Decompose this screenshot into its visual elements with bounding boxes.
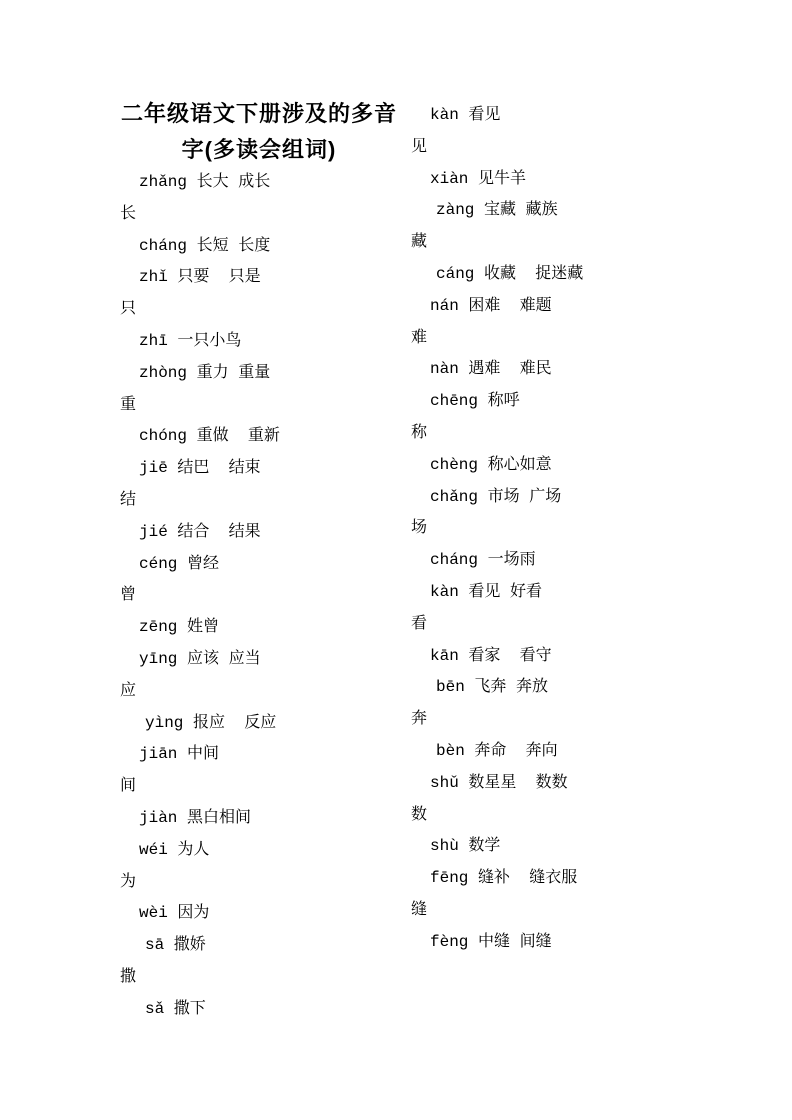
- document-title-line-1: 二年级语文下册涉及的多音: [120, 101, 397, 126]
- reading-line: nán 困难 难题: [430, 296, 552, 315]
- character-label: 缝: [411, 900, 428, 919]
- character-label: 曾: [120, 586, 137, 605]
- character-label: 长: [120, 204, 137, 223]
- character-label: 为: [120, 872, 137, 891]
- reading-line: fèng 中缝 间缝: [430, 932, 552, 951]
- reading-line: chóng 重做 重新: [139, 427, 280, 446]
- character-label: 见: [411, 137, 428, 156]
- left-column: [120, 96, 398, 1026]
- character-label: 间: [120, 777, 137, 796]
- reading-line: chèng 称心如意: [430, 455, 552, 474]
- reading-line: kàn 看见: [430, 106, 501, 124]
- reading-line: jié 结合 结果: [139, 522, 261, 541]
- reading-line: bèn 奔命 奔向: [436, 741, 558, 760]
- reading-line: wéi 为人: [139, 840, 210, 859]
- character-label: 场: [411, 519, 428, 538]
- reading-line: sā 撒娇: [145, 936, 206, 955]
- reading-line: zhī 一只小鸟: [139, 331, 242, 350]
- document-title-line-2: 字(多读会组词): [181, 136, 337, 162]
- reading-line: zēng 姓曾: [139, 618, 220, 637]
- reading-line: sǎ 撒下: [145, 999, 206, 1018]
- character-label: 应: [120, 681, 137, 700]
- reading-line: chǎng 市场 广场: [430, 487, 562, 506]
- reading-line: zhòng 重力 重量: [139, 363, 271, 382]
- character-label: 难: [411, 328, 428, 347]
- character-label: 结: [120, 490, 137, 509]
- character-label: 数: [411, 805, 428, 824]
- reading-line: zàng 宝藏 藏族: [436, 201, 558, 220]
- reading-line: cáng 收藏 捉迷藏: [436, 264, 584, 283]
- reading-line: xiàn 见牛羊: [430, 169, 527, 188]
- reading-line: wèi 因为: [139, 904, 210, 923]
- character-label: 藏: [411, 233, 428, 252]
- reading-line: cháng 一场雨: [430, 551, 536, 570]
- reading-line: jiān 中间: [139, 745, 220, 764]
- reading-line: shù 数学: [430, 837, 501, 856]
- reading-line: zhǐ 只要 只是: [139, 268, 261, 287]
- reading-line: chēng 称呼: [430, 392, 520, 411]
- reading-line: kān 看家 看守: [430, 646, 552, 665]
- reading-line: yìng 报应 反应: [145, 713, 277, 732]
- reading-line: fēng 缝补 缝衣服: [430, 869, 578, 888]
- character-label: 重: [120, 395, 137, 414]
- reading-line: zhǎng 长大 成长: [139, 173, 271, 191]
- reading-line: jiē 结巴 结束: [139, 459, 261, 478]
- character-label: 只: [120, 300, 137, 319]
- reading-line: shǔ 数星星 数数: [430, 773, 568, 792]
- character-label: 奔: [411, 710, 428, 729]
- character-label: 看: [411, 614, 428, 633]
- reading-line: jiàn 黑白相间: [139, 808, 252, 827]
- reading-line: bēn 飞奔 奔放: [436, 678, 549, 697]
- reading-line: yīng 应该 应当: [139, 649, 261, 668]
- character-label: 撒: [120, 967, 137, 986]
- character-label: 称: [411, 423, 428, 442]
- reading-line: kàn 看见 好看: [430, 582, 543, 601]
- right-column: [411, 100, 731, 959]
- reading-line: nàn 遇难 难民: [430, 360, 552, 379]
- reading-line: céng 曾经: [139, 554, 220, 573]
- reading-line: cháng 长短 长度: [139, 236, 271, 255]
